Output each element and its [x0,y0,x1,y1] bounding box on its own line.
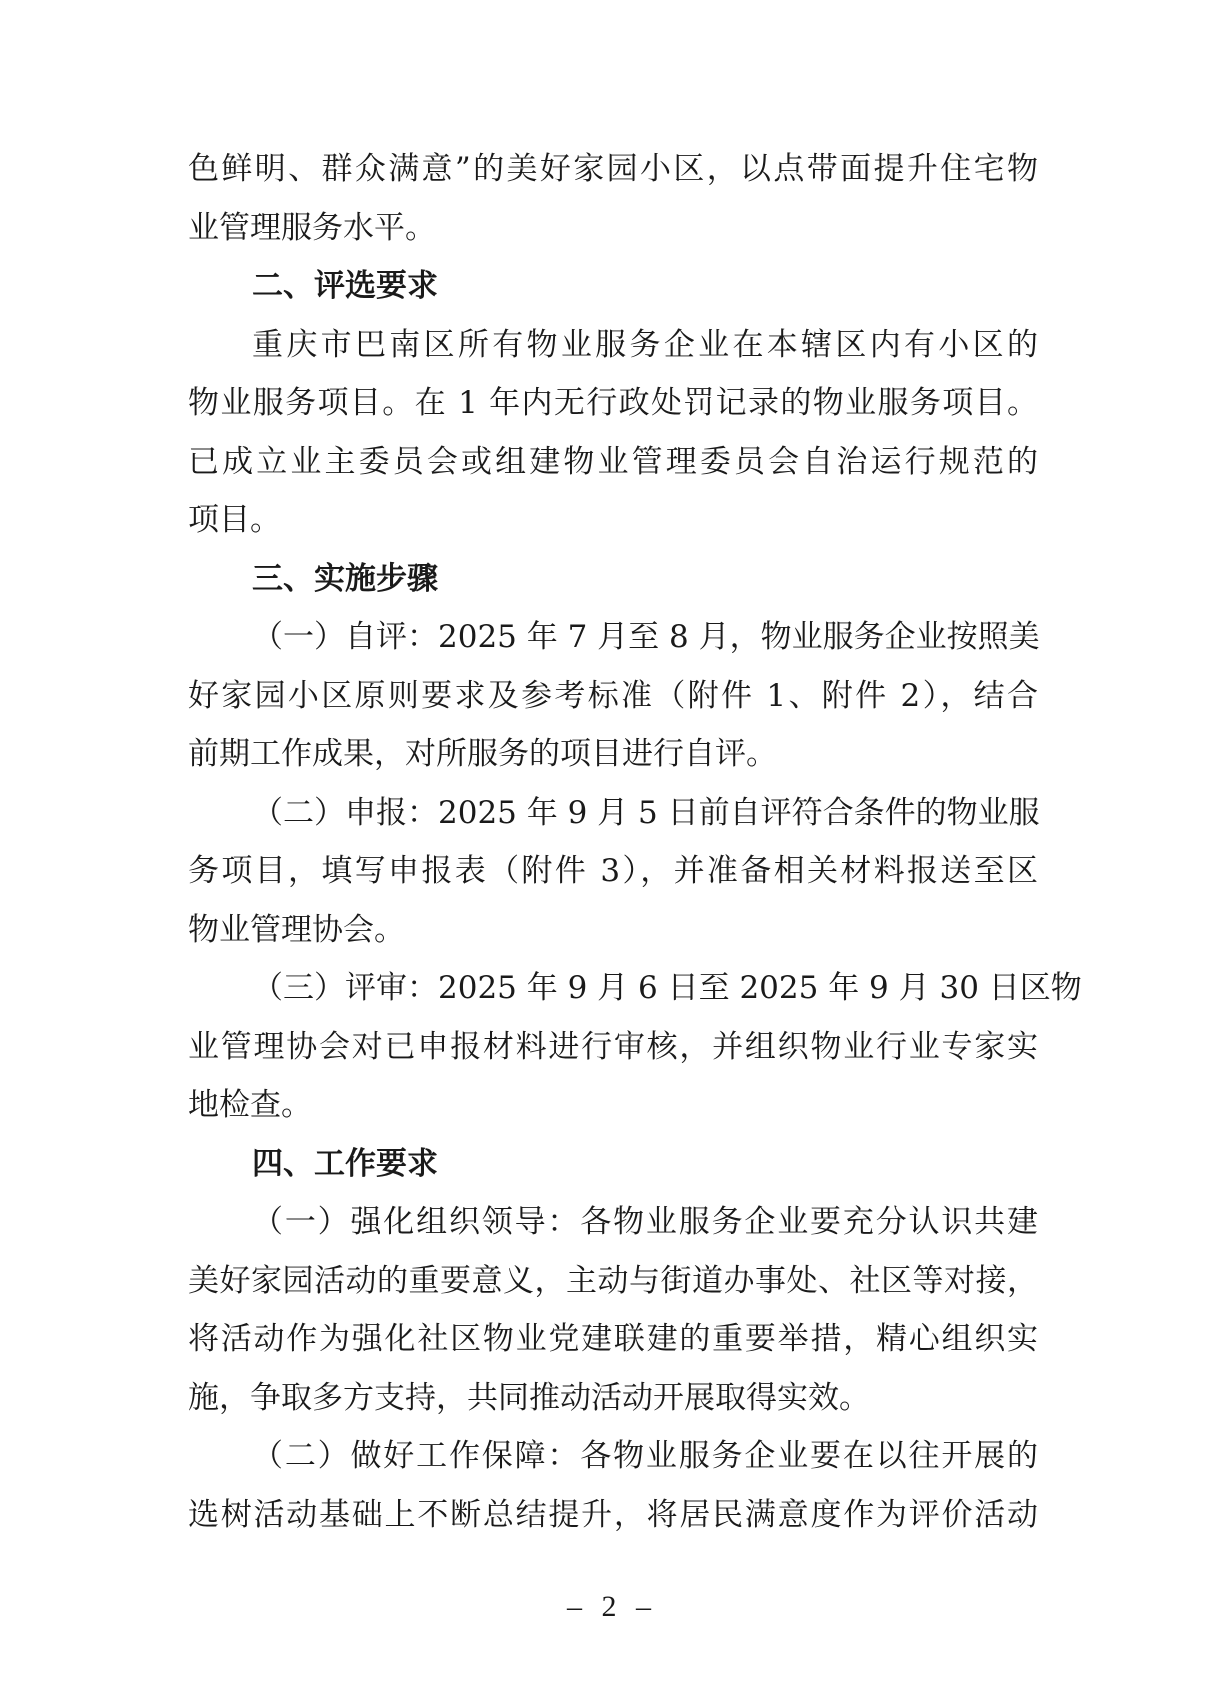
document-body [188,140,1082,1544]
body-text-line: 色鲜明、群众满意”的美好家园小区，以点带面提升住宅物 [188,151,1038,187]
body-text-line: 将活动作为强化社区物业党建联建的重要举措，精心组织实 [188,1321,1038,1357]
body-text-line: （一）强化组织领导：各物业服务企业要充分认识共建 [252,1204,1038,1240]
body-text-line: 选树活动基础上不断总结提升，将居民满意度作为评价活动 [188,1496,1038,1533]
body-text-line: 务项目，填写申报表（附件 3），并准备相关材料报送至区 [188,853,1038,889]
body-text-line: 重庆市巴南区所有物业服务企业在本辖区内有小区的 [252,326,1038,363]
section-heading: 四、工作要求 [252,1145,438,1182]
body-text-line: 项目。 [188,502,281,538]
section-heading: 三、实施步骤 [252,560,438,597]
body-text-line: 业管理服务水平。 [188,209,436,246]
body-text-line: 美好家园活动的重要意义，主动与街道办事处、社区等对接， [188,1262,1038,1299]
body-text-line: 业管理协会对已申报材料进行审核，并组织物业行业专家实 [188,1028,1038,1065]
body-text-line: （二）做好工作保障：各物业服务企业要在以往开展的 [252,1438,1038,1474]
body-text-line: 已成立业主委员会或组建物业管理委员会自治运行规范的 [188,443,1038,480]
body-text-line: 施，争取多方支持，共同推动活动开展取得实效。 [188,1379,870,1416]
body-text-line: 前期工作成果，对所服务的项目进行自评。 [188,736,777,772]
body-text-line: 物业服务项目。在 1 年内无行政处罚记录的物业服务项目。 [188,385,1038,421]
section-heading: 二、评选要求 [252,268,438,304]
body-text-line: （三）评审：2025 年 9 月 6 日至 2025 年 9 月 30 日区物 [252,970,1082,1006]
body-text-line: 物业管理协会。 [188,911,405,948]
page-number: – 2 – [567,1590,657,1623]
body-text-line: 好家园小区原则要求及参考标准（附件 1、附件 2），结合 [188,677,1038,714]
body-text-line: 地检查。 [188,1087,312,1123]
body-text-line: （二）申报：2025 年 9 月 5 日前自评符合条件的物业服 [252,794,1040,831]
body-text-line: （一）自评：2025 年 7 月至 8 月，物业服务企业按照美 [252,619,1040,655]
